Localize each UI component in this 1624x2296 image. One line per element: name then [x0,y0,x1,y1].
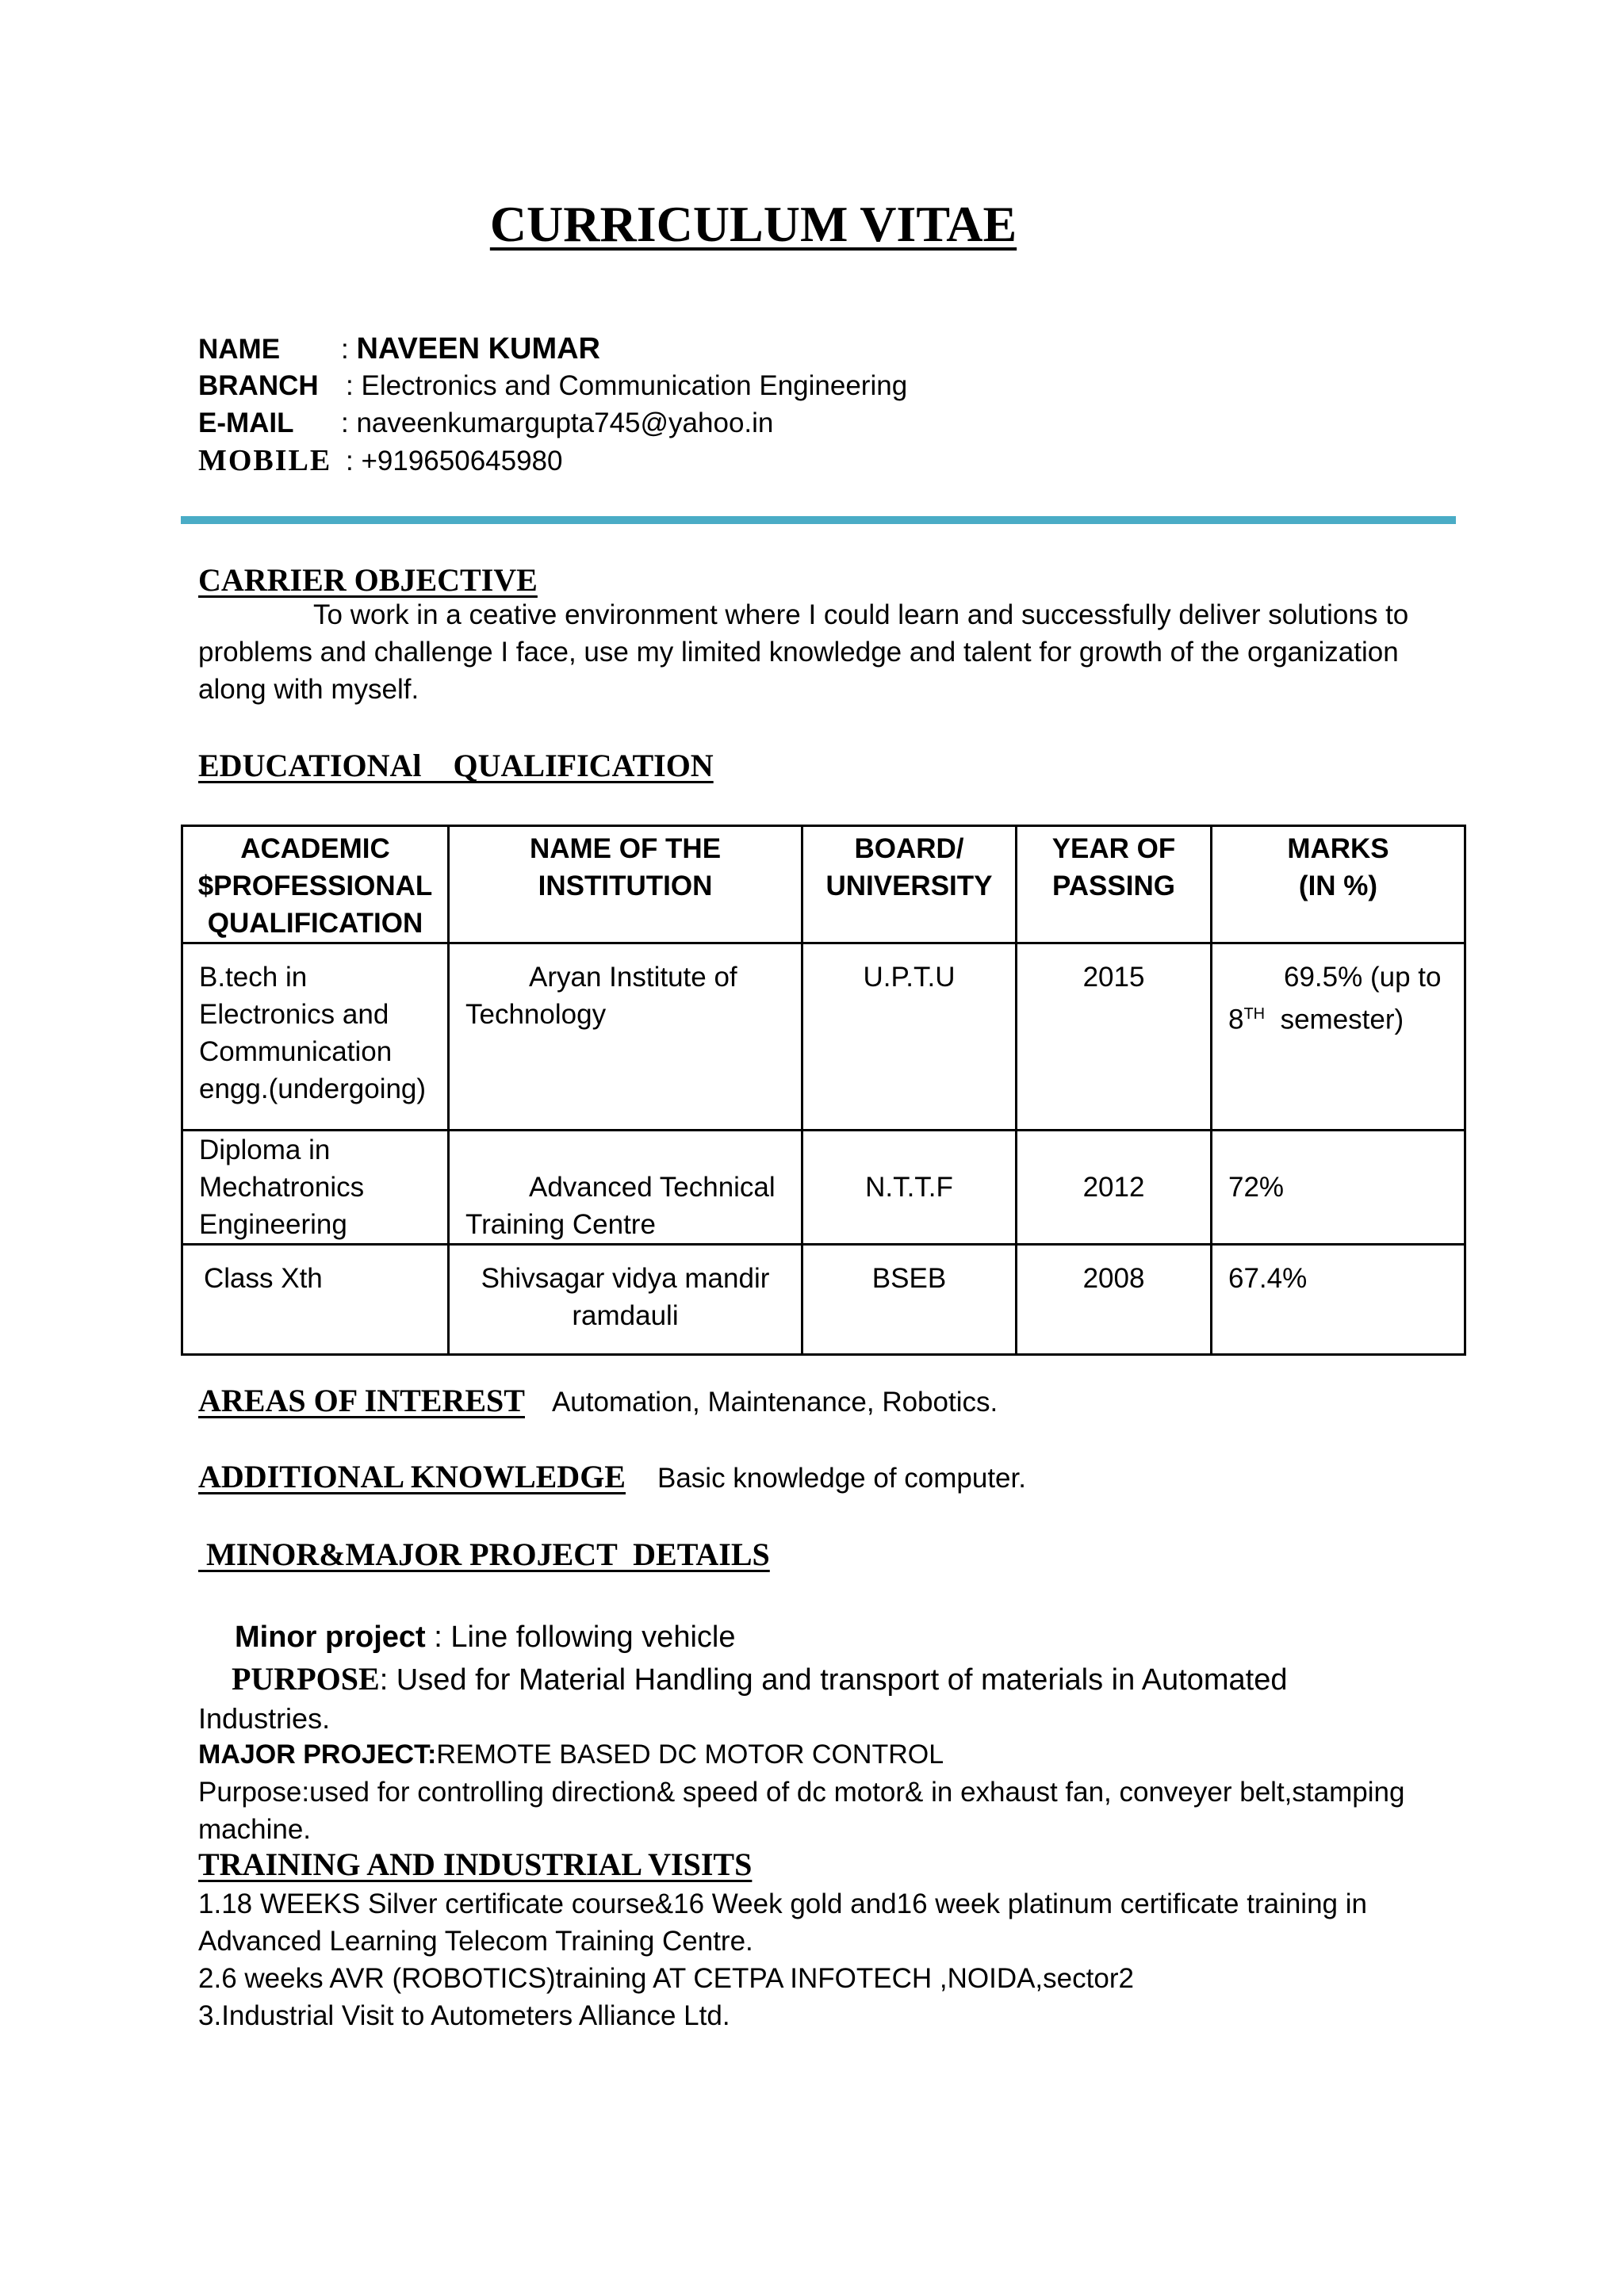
minor-project-value: : Line following vehicle [425,1621,736,1654]
board-cell: N.T.T.F [802,1131,1017,1245]
branch-label: BRANCH [198,370,319,401]
table-row [182,1245,1465,1355]
education-table [181,825,1466,1356]
institution-cell [449,1245,802,1355]
marks-rest: semester) [1280,1004,1404,1035]
column-header [1017,826,1212,943]
cell-line: Training Centre [465,1209,656,1240]
header-line: PASSING [1052,871,1175,901]
interest-heading: AREAS OF INTEREST [198,1383,525,1418]
header-line: QUALIFICATION [207,908,423,939]
institution-cell [449,943,802,1131]
year-cell: 2012 [1017,1131,1212,1245]
header-line: (IN %) [1298,871,1378,901]
column-header [182,826,449,943]
table-row [182,1131,1465,1245]
section-divider [181,516,1456,524]
table-header-row [182,826,1465,943]
cell-line: Mechatronics [199,1172,365,1203]
minor-project-label: Minor project [235,1621,426,1654]
board-cell: U.P.T.U [802,943,1017,1131]
cell-line: Electronics and [199,999,389,1030]
objective-line: problems and challenge I face, use my limited knowledge and talent for growth of the organization [198,637,1399,668]
separator: : [346,446,354,476]
column-header [802,826,1017,943]
projects-heading: MINOR&MAJOR PROJECT DETAILS [198,1536,770,1572]
major-project-row [198,1736,944,1774]
column-header [449,826,802,943]
marks-cell: 67.4% [1212,1245,1465,1355]
header-line: ACADEMIC [240,833,390,864]
cell-line: ramdauli [572,1300,679,1331]
major-project-label: MAJOR PROJECT: [198,1739,437,1770]
major-purpose-line: Purpose:used for controlling direction& speed of dc motor& in exhaust fan, conveyer belt,stamping [198,1777,1405,1808]
objective-line: To work in a ceative environment where I could learn and successfully deliver solutions to [313,599,1409,630]
header-line: $PROFESSIONAL [197,871,433,901]
purpose-label: PURPOSE [232,1661,380,1697]
header-line: NAME OF THE [529,833,722,864]
marks-cell [1212,943,1465,1131]
interest-value: Automation, Maintenance, Robotics. [551,1387,998,1418]
institution-cell [449,1131,802,1245]
knowledge-heading: ADDITIONAL KNOWLEDGE [198,1459,626,1494]
email-label: E-MAIL [198,408,294,438]
header-line: YEAR OF [1051,833,1176,864]
separator: : [341,408,349,438]
header-line: BOARD/ [854,833,964,864]
minor-project-row [235,1617,735,1657]
major-project-value: REMOTE BASED DC MOTOR CONTROL [436,1739,944,1770]
marks-num: 8 [1228,1004,1244,1035]
knowledge-value: Basic knowledge of computer. [657,1463,1026,1494]
mobile-value: +919650645980 [361,446,563,476]
separator: : [341,334,349,365]
column-header [1212,826,1465,943]
training-heading: TRAINING AND INDUSTRIAL VISITS [198,1846,753,1882]
cell-line: Technology [465,999,607,1030]
header-line: MARKS [1287,833,1389,864]
qualification-cell [182,1131,449,1245]
cell-line: Diploma in [199,1135,331,1165]
purpose-row [232,1659,1288,1700]
cell-line: Engineering [199,1209,347,1240]
info-row-email [198,404,773,442]
document-title: CURRICULUM VITAE [489,196,1017,252]
marks-cell: 72% [1212,1131,1465,1245]
training-line: Advanced Learning Telecom Training Centre. [198,1926,753,1957]
header-line: INSTITUTION [538,871,713,901]
name-value: NAVEEN KUMAR [356,332,600,365]
major-purpose-line: machine. [198,1814,312,1845]
objective-text [198,596,1435,708]
branch-value: Electronics and Communication Engineering [361,370,908,401]
knowledge-row [198,1458,1026,1495]
training-line: 1.18 WEEKS Silver certificate course&16 Week gold and16 week platinum certificate training in [198,1888,1367,1919]
cell-line: Aryan Institute of [529,962,737,993]
mobile-label: MOBILE [198,444,332,477]
email-value: naveenkumargupta745@yahoo.in [356,408,774,438]
info-row-mobile [198,442,563,480]
qualification-cell [182,1245,449,1355]
info-row-name [198,330,600,368]
year-cell: 2015 [1017,943,1212,1131]
year-cell: 2008 [1017,1245,1212,1355]
name-label: NAME [198,334,281,365]
objective-heading: CARRIER OBJECTIVE [198,562,538,598]
purpose-value: : Used for Material Handling and transport of materials in Automated [379,1663,1288,1697]
cell-line: B.tech in [199,962,308,993]
marks-sup: TH [1243,1005,1266,1023]
header-line: UNIVERSITY [825,871,993,901]
cell-line: Advanced Technical [529,1172,776,1203]
qualification-cell [182,943,449,1131]
table-row [182,943,1465,1131]
cell-line: Shivsagar vidya mandir [481,1263,770,1294]
interest-row [198,1382,998,1419]
training-line: 3.Industrial Visit to Autometers Alliance Ltd. [198,2000,730,2031]
objective-line: along with myself. [198,674,419,705]
cell-line: 69.5% (up to [1284,962,1442,993]
info-row-branch [198,367,907,405]
cell-line: Class Xth [204,1263,323,1294]
purpose-continued: Industries. [198,1702,331,1735]
training-line: 2.6 weeks AVR (ROBOTICS)training AT CETPA INFOTECH ,NOIDA,sector2 [198,1963,1134,1994]
board-cell: BSEB [802,1245,1017,1355]
cell-line: Communication [199,1036,393,1067]
education-heading: EDUCATIONAl QUALIFICATION [198,748,714,783]
separator: : [346,370,354,401]
cell-line: engg.(undergoing) [199,1073,427,1104]
cell-line [1228,996,1464,1039]
